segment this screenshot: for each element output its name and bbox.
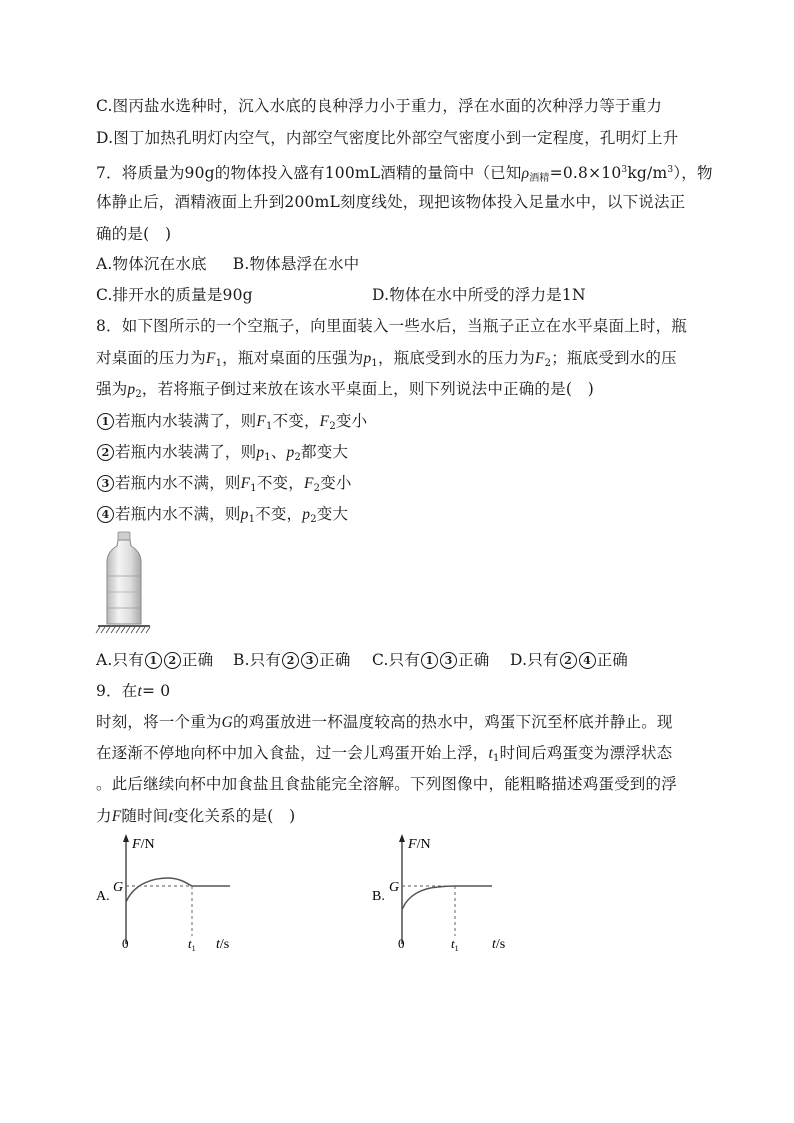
graph-a-origin: 0	[122, 936, 129, 951]
q8-line-2: 对桌面的压力为$F_1$，瓶对桌面的压强为$p_1$，瓶底受到水的压力为$F_2$；瓶底受到水的压	[96, 349, 677, 369]
q7-options-cd	[96, 285, 706, 305]
q7-line-1: 7．将质量为90g的物体投入盛有100mL酒精的量筒中（已知$\rho_{酒精}=0.8\times 10^3kg/m^3$），物	[96, 164, 713, 184]
q7-option-d: D.物体在水中所受的浮力是1N	[372, 286, 586, 304]
bottle-figure	[94, 530, 154, 636]
table-hatching	[96, 627, 150, 633]
circled-number-3: 3	[97, 475, 114, 492]
q8-option-a: A.只有 1 2 正确	[96, 651, 214, 669]
q8-option-b: B.只有 2 3 正确	[233, 651, 351, 669]
graph-a-g-label: G	[113, 880, 124, 895]
graph-a-curve	[126, 878, 230, 902]
q7-option-c: C.排开水的质量是90g	[96, 286, 253, 304]
graph-b-origin: 0	[398, 936, 405, 951]
q8-item-2: 2 若瓶内水装满了，则$p_1$、$p_2$都变大	[96, 442, 706, 468]
graph-b-y-label: F/N	[408, 837, 431, 852]
q9-line-2: 时刻，将一个重为G的鸡蛋放进一杯温度较高的热水中，鸡蛋下沉至杯底并静止。现	[96, 713, 673, 731]
bottle-cap	[118, 532, 130, 540]
q8-options	[96, 650, 706, 670]
graph-a-y-arrow	[123, 834, 129, 842]
q7-line-3: 确的是( )	[96, 225, 172, 243]
q9-line-4: 。此后继续向杯中加食盐且食盐能完全溶解。下列图像中，能粗略描述鸡蛋受到的浮	[96, 775, 677, 793]
option-d-text: D.图丁加热孔明灯内空气，内部空气密度比外部空气密度小到一定程度，孔明灯上升	[96, 129, 679, 147]
q7-option-a: A.物体沉在水底	[96, 255, 207, 273]
q8-item-3: 3 若瓶内水不满，则$F_1$不变，$F_2$变小	[96, 473, 706, 499]
option-c-text: C.图丙盐水选种时，沉入水底的良种浮力小于重力，浮在水面的次种浮力等于重力	[96, 97, 663, 115]
graph-a-t1-label: $t_1$	[188, 936, 196, 953]
q8-item-4: 4 若瓶内水不满，则$p_1$不变，$p_2$变大	[96, 504, 706, 530]
graph-a-y-label: F/N	[132, 837, 155, 852]
graph-b-g-label: G	[389, 880, 400, 895]
q8-option-d: D.只有 2 4 正确	[510, 651, 629, 669]
graph-b-curve	[402, 886, 492, 910]
circled-number-1: 1	[97, 413, 114, 430]
q8-item-1: 1 若瓶内水装满了，则$F_1$不变，$F_2$变小	[96, 411, 706, 437]
q9-line-5: 力F随时间t变化关系的是( )	[96, 807, 296, 825]
graph-a-x-label: t/s	[216, 937, 230, 952]
graph-a-label: A.	[96, 889, 110, 904]
q8-option-c: C.只有 1 3 正确	[372, 651, 490, 669]
graph-a	[92, 832, 242, 956]
graph-b-x-label: t/s	[492, 937, 506, 952]
q9-line-3: 在逐渐不停地向杯中加入食盐，过一会儿鸡蛋开始上浮，$t_1$时间后鸡蛋变为漂浮状态	[96, 744, 673, 764]
graph-b-y-arrow	[399, 834, 405, 842]
q7-option-b: B.物体悬浮在水中	[232, 255, 360, 273]
bottle-body	[107, 540, 141, 624]
q9-line-1: 9．在t= 0	[96, 682, 171, 700]
q7-options-ab	[96, 254, 706, 274]
circled-number-4: 4	[97, 506, 114, 523]
q8-line-1: 8．如下图所示的一个空瓶子，向里面装入一些水后，当瓶子正立在水平桌面上时，瓶	[96, 317, 687, 335]
graph-b-t1-label: $t_1$	[451, 936, 459, 953]
q7-line-2: 体静止后，酒精液面上升到200mL刻度线处，现把该物体投入足量水中，以下说法正	[96, 193, 686, 211]
graph-b-label: B.	[372, 889, 385, 904]
circled-number-2: 2	[97, 444, 114, 461]
q8-line-3: 强为$p_2$，若将瓶子倒过来放在该水平桌面上，则下列说法中正确的是( )	[96, 380, 595, 400]
graph-b	[368, 832, 518, 956]
